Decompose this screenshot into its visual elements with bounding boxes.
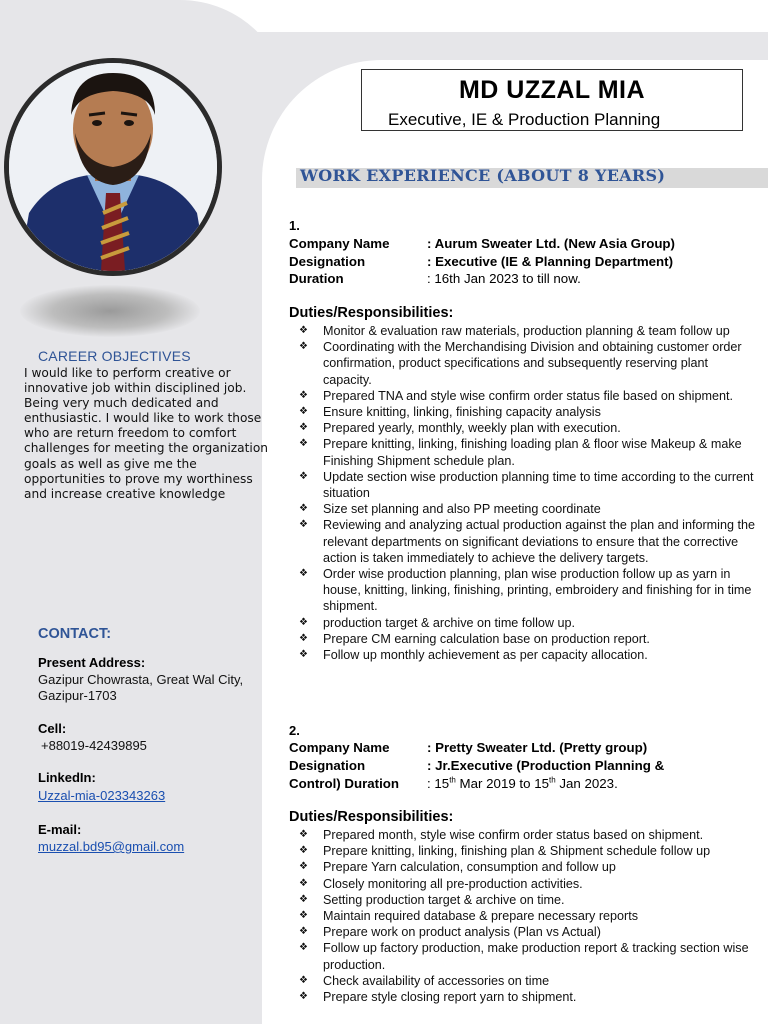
company-label: Company Name [289,740,390,755]
list-item: ❖ Coordinating with the Merchandising Division and obtaining customer order confirmation, product specifications and subsequently reserving plant capacity. [299,339,755,388]
list-item: ❖ Prepare CM earning calculation base on production report. [299,631,755,647]
job-1-duties-list [299,323,755,663]
job-2-designation-row [289,758,664,773]
person-portrait-icon [9,63,217,271]
job-2-duration-row [289,776,618,791]
linkedin-link[interactable]: Uzzal-mia-023343263 [38,788,166,803]
job-2-company-row [289,740,647,755]
address-line-2: Gazipur-1703 [38,688,117,703]
list-item: ❖ Ensure knitting, linking, finishing capacity analysis [299,404,755,420]
duration-label: Duration [289,271,344,286]
job-title: Executive, IE & Production Planning [388,110,661,129]
list-item: ❖ Prepare Yarn calculation, consumption and follow up [299,859,755,875]
list-item: ❖ Follow up monthly achievement as per capacity allocation. [299,647,755,663]
list-item: ❖ Monitor & evaluation raw materials, production planning & team follow up [299,323,755,339]
list-item: ❖ production target & archive on time follow up. [299,615,755,631]
address-line-1: Gazipur Chowrasta, Great Wal City, [38,672,244,687]
cell-number: +88019-42439895 [41,738,147,753]
cell-label: Cell: [38,721,67,736]
duration-value: : 15th Mar 2019 to 15th Jan 2023. [427,776,618,792]
list-item: ❖ Setting production target & archive on time. [299,892,755,908]
email-link[interactable]: muzzal.bd95@gmail.com [38,839,185,854]
job-2-number: 2. [289,723,300,738]
list-item: ❖ Maintain required database & prepare necessary reports [299,908,755,924]
job-1-company-row [289,236,675,251]
designation-label: Designation [289,758,366,773]
list-item: ❖ Check availability of accessories on time [299,973,755,989]
list-item: ❖ Update section wise production planning time to time according to the current situation [299,469,755,501]
list-item: ❖ Prepare knitting, linking, finishing plan & Shipment schedule follow up [299,843,755,859]
photo-shadow [20,285,200,337]
job-2-duties-list [299,827,755,1005]
profile-photo [4,58,222,276]
contact-heading: CONTACT: [38,626,112,642]
designation-value: : Executive (IE & Planning Department) [427,254,674,269]
job-1-designation-row [289,254,673,269]
email-label: E-mail: [38,822,82,837]
list-item: ❖ Prepare work on product analysis (Plan vs Actual) [299,924,755,940]
list-item: ❖ Prepared yearly, monthly, weekly plan with execution. [299,420,755,436]
list-item: ❖ Order wise production planning, plan wise production follow up as yarn in house, knitting, linking, finishing, printing, embroidery and finishing for in time shipment. [299,566,755,615]
job-1-duration-row [289,271,581,286]
company-label: Company Name [289,236,390,251]
company-value: : Pretty Sweater Ltd. (Pretty group) [427,740,648,755]
career-objectives-heading: CAREER OBJECTIVES [38,348,191,364]
list-item: ❖ Reviewing and analyzing actual production against the plan and informing the relevant departments on significant deviations to ensure that the corrective action is taken immediately to achieve the delivery targets. [299,517,755,566]
list-item: ❖ Size set planning and also PP meeting coordinate [299,501,755,517]
job-1-number: 1. [289,218,300,233]
linkedin-label: LinkedIn: [38,770,96,785]
list-item: ❖ Prepare style closing report yarn to shipment. [299,989,755,1005]
candidate-name: MD UZZAL MIA [458,76,646,104]
duration-label: Control) Duration [289,776,400,792]
designation-value: : Jr.Executive (Production Planning & [427,758,665,773]
list-item: ❖ Closely monitoring all pre-production activities. [299,876,755,892]
address-label: Present Address: [38,655,146,670]
list-item: ❖ Prepared month, style wise confirm order status based on shipment. [299,827,755,843]
list-item: ❖ Prepare knitting, linking, finishing loading plan & floor wise Makeup & make Finishing Shipment schedule plan. [299,436,755,468]
list-item: ❖ Follow up factory production, make production report & tracking section wise production. [299,940,755,972]
job-2-duties-heading: Duties/Responsibilities: [289,809,454,825]
career-objectives-text: I would like to perform creative or innovative job within disciplined job. Being very much dedicated and enthusiastic. I would like to work those who are return freedom to comfort challenges for meeting the organization goals as well as give me the opportunities to prove my worthiness and increase creative knowledge [24,366,268,501]
list-item: ❖ Prepared TNA and style wise confirm order status file based on shipment. [299,388,755,404]
designation-label: Designation [289,254,366,269]
work-experience-heading: WORK EXPERIENCE (ABOUT 8 YEARS) [300,166,666,185]
duration-value: : 16th Jan 2023 to till now. [427,271,581,286]
job-1-duties-heading: Duties/Responsibilities: [289,305,454,321]
company-value: : Aurum Sweater Ltd. (New Asia Group) [427,236,675,251]
